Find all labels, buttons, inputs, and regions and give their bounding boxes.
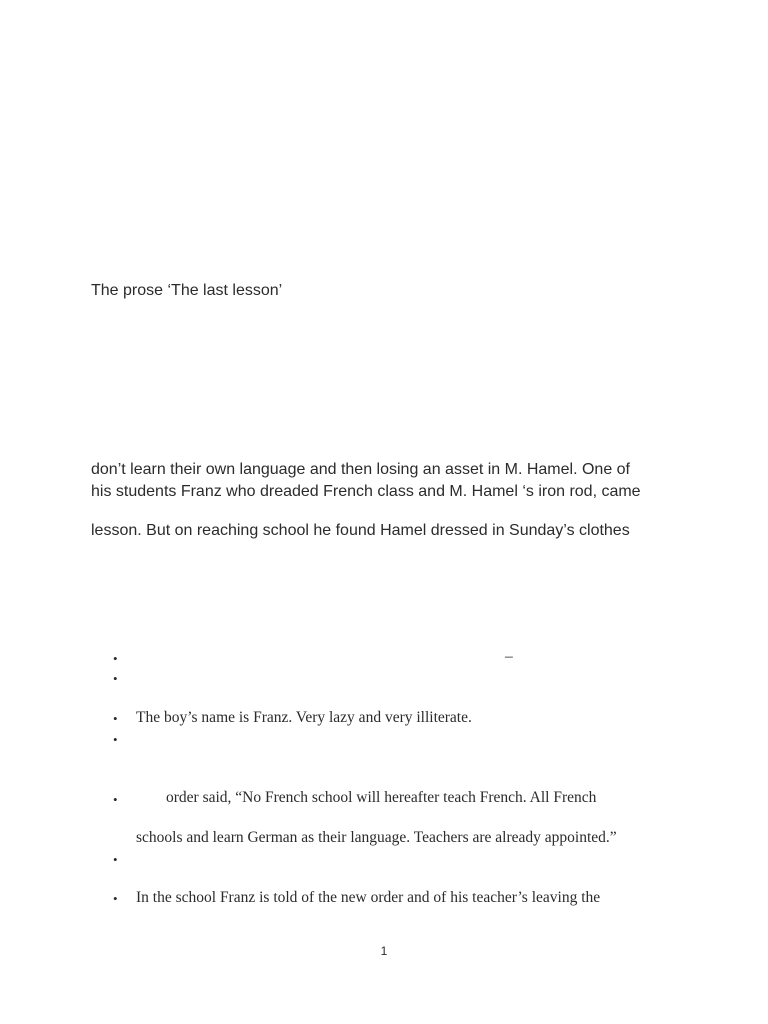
bullet-1-dash: – (505, 648, 513, 665)
paragraph-line-2: his students Franz who dreaded French class and M. Hamel ‘s iron rod, came (91, 483, 641, 500)
bullet-marker-1: • (113, 651, 118, 666)
paragraph-line-1: don’t learn their own language and then losing an asset in M. Hamel. One of (91, 461, 630, 478)
bullet-5-text-line-2: schools and learn German as their language. Teachers are already appointed.” (136, 829, 617, 846)
bullet-marker-4: • (113, 732, 118, 747)
bullet-5-text-line-1: order said, “No French school will hereafter teach French. All French (166, 789, 597, 806)
bullet-3-text: The boy’s name is Franz. Very lazy and very illiterate. (136, 709, 472, 726)
bullet-marker-2: • (113, 671, 118, 686)
paragraph-line-3: lesson. But on reaching school he found Hamel dressed in Sunday’s clothes (91, 522, 630, 539)
bullet-marker-6: • (113, 852, 118, 867)
bullet-marker-3: • (113, 711, 118, 726)
bullet-marker-5: • (113, 792, 118, 807)
bullet-marker-7: • (113, 891, 118, 906)
bullet-7-text: In the school Franz is told of the new order and of his teacher’s leaving the (136, 889, 601, 906)
prose-title-line: The prose ‘The last lesson’ (91, 282, 283, 299)
page-number: 1 (380, 944, 388, 958)
